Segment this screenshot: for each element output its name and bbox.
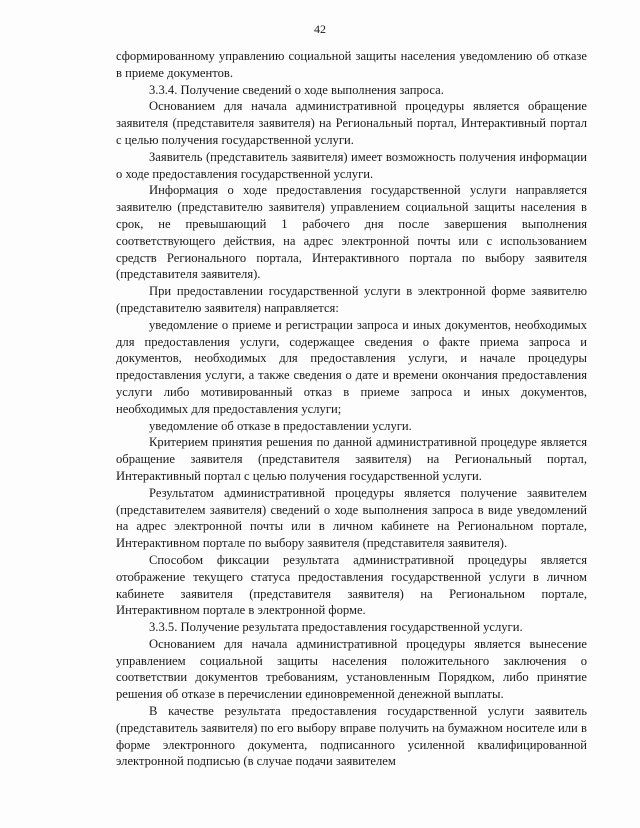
list-item: уведомление об отказе в предоставлении услуги. — [149, 418, 412, 433]
page-number: 42 — [314, 22, 326, 36]
document-body — [116, 48, 587, 770]
paragraph: сформированному управлению социальной защиты населения уведомлению об отказе в приеме документов. — [116, 49, 587, 80]
paragraph: Результатом административной процедуры является получение заявителем (представителем заявителя) сведений о ходе выполнения запроса в виде уведомлений на адрес электронной почты или в личном кабинете на Региональном портале, Интерактивном портале по выбору заявителя (представителя заявителя). — [116, 485, 587, 551]
paragraph: При предоставлении государственной услуги в электронной форме заявителю (представителю заявителя) направляется: — [116, 284, 587, 315]
paragraph: Способом фиксации результата административной процедуры является отображение текущего статуса предоставления государственной услуги в личном кабинете заявителя (представителя заявителя) на Региональном портале, Интерактивном портале в электронной форме. — [116, 552, 587, 618]
paragraph: Основанием для начала административной процедуры является вынесение управлением социальной защиты населения положительного заключения о соответствии документов требованиям, установленным Порядком, либо принятие решения об отказе в перечислении единовременной денежной выплаты. — [116, 636, 587, 702]
section-heading: 3.3.5. Получение результата предоставления государственной услуги. — [149, 620, 523, 635]
section-heading: 3.3.4. Получение сведений о ходе выполнения запроса. — [149, 82, 444, 97]
paragraph: Информация о ходе предоставления государственной услуги направляется заявителю (представителю заявителя) управлением социальной защиты населения в срок, не превышающий 1 рабочего дня после завершения выполнения соответствующего действия, на адрес электронной почты или с использованием средств Регионального портала, Интерактивного портала по выбору заявителя (представителя заявителя). — [116, 183, 587, 282]
paragraph: В качестве результата предоставления государственной услуги заявитель (представитель заявителя) по его выбору вправе получить на бумажном носителе или в форме электронного документа, подписанного усиленной квалифицированной электронной подписью (в случае подачи заявителем — [116, 704, 587, 769]
paragraph: Основанием для начала административной процедуры является обращение заявителя (представителя заявителя) на Региональный портал, Интерактивный портал с целью получения государственной услуги. — [116, 99, 587, 147]
list-item: уведомление о приеме и регистрации запроса и иных документов, необходимых для предоставления услуги, содержащее сведения о факте приема запроса и документов, необходимых для предоставления услуги, и начале процедуры предоставления услуги, а также сведения о дате и времени окончания предоставления услуги либо мотивированный отказ в приеме запроса и иных документов, необходимых для предоставления услуги; — [116, 317, 587, 416]
paragraph: Критерием принятия решения по данной административной процедуре является обращение заявителя (представителя заявителя) на Региональный портал, Интерактивный портал с целью получения государственной услуги. — [116, 435, 587, 483]
paragraph: Заявитель (представитель заявителя) имеет возможность получения информации о ходе предоставления государственной услуги. — [116, 149, 587, 181]
